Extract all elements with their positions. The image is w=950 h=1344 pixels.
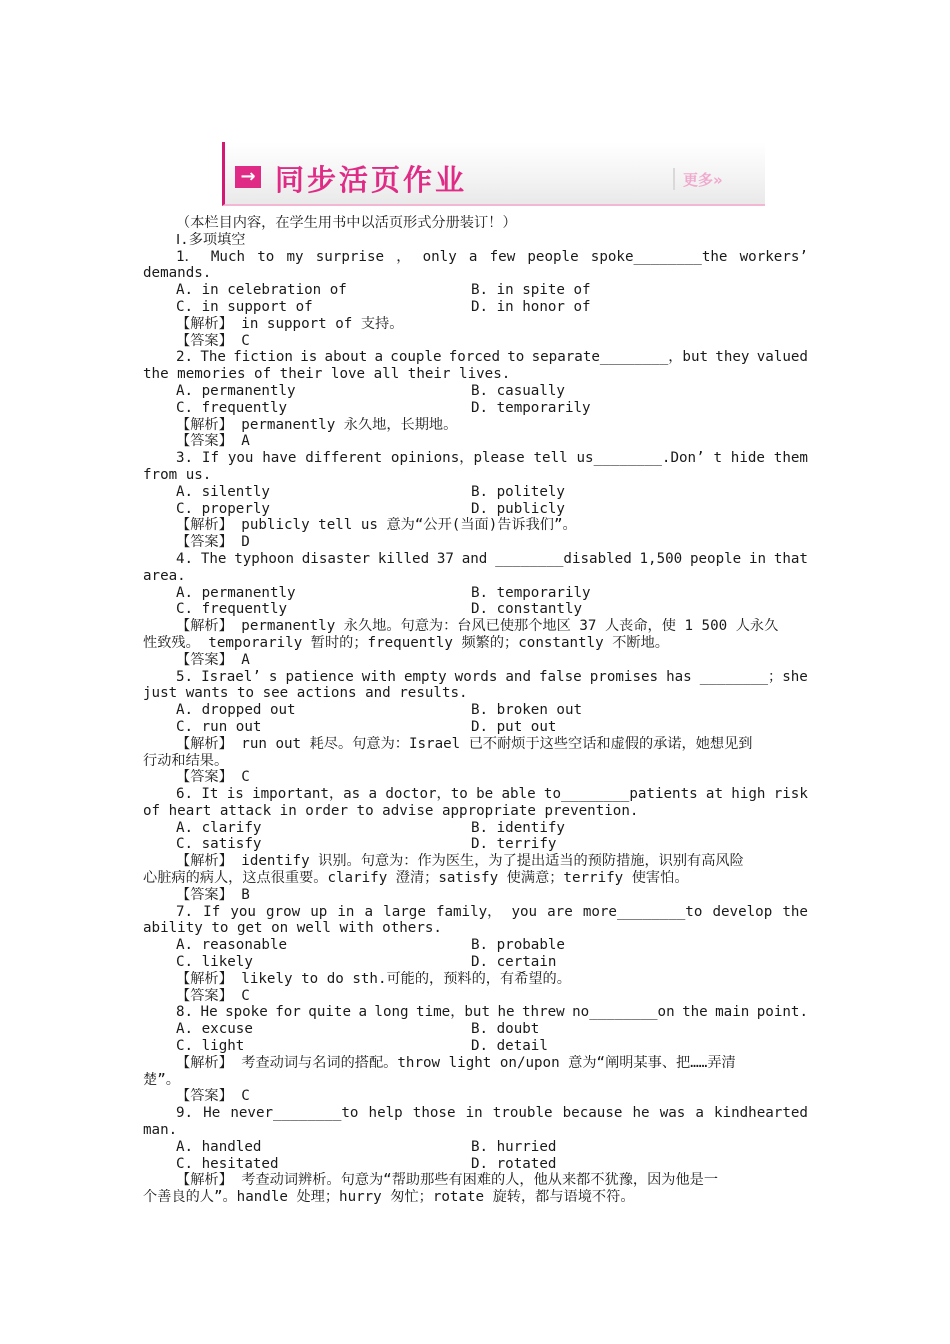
stem-word: forced xyxy=(448,349,501,366)
question-stem xyxy=(143,669,808,686)
option-b: B. in spite of xyxy=(471,282,591,299)
answer: 【答案】 A xyxy=(176,433,250,450)
analysis-cont: 个善良的人”。handle 处理；hurry 匆忙；rotate 旋转，都与语境不符。 xyxy=(143,1189,635,1206)
stem-word: a xyxy=(695,1105,704,1122)
stem-word: up xyxy=(310,903,328,920)
stem-word: a xyxy=(358,1004,367,1021)
options-row xyxy=(143,937,808,954)
stem-word: because xyxy=(562,1105,623,1122)
stem-word: 37 xyxy=(436,550,454,567)
option-c: C. satisfy xyxy=(176,836,262,853)
question-stem-cont: ability to get on well with others. xyxy=(143,920,442,937)
double-chevron-right-icon: » xyxy=(713,171,723,189)
stem-word: people xyxy=(689,550,742,567)
stem-word: ________disabled xyxy=(495,550,632,567)
stem-word: to________patients xyxy=(543,786,698,803)
stem-word: my xyxy=(286,248,304,265)
stem-word: disaster xyxy=(301,550,371,567)
stem-word: in xyxy=(465,1105,483,1122)
stem-word: It xyxy=(201,786,219,803)
stem-word: you xyxy=(230,903,256,920)
question-stem-cont: from us. xyxy=(143,466,212,483)
option-c: C. frequently xyxy=(176,601,288,618)
stem-word: The xyxy=(200,349,226,366)
stem-word: spoke________the xyxy=(590,248,728,265)
stem-word: us________.Don’ xyxy=(576,450,705,467)
option-d: D. detail xyxy=(471,1038,548,1055)
option-d: D. in honor of xyxy=(471,298,591,315)
stem-word: no________on xyxy=(572,1004,675,1021)
stem-word: 3. xyxy=(176,450,194,467)
stem-word: never________to xyxy=(230,1105,359,1122)
banner-title: 同步活页作业 xyxy=(275,163,468,197)
analysis-cont: 心脏病的病人，这点很重要。clarify 澄清；satisfy 使满意；terrify 使害怕。 xyxy=(143,870,689,887)
stem-word: surprise xyxy=(315,248,385,265)
option-a: A. in celebration of xyxy=(176,282,347,299)
option-a: A. excuse xyxy=(176,1021,253,1038)
option-c: C. frequently xyxy=(176,399,288,416)
question-stem xyxy=(143,450,808,467)
stem-word: different xyxy=(305,450,383,467)
intro-note: （本栏目内容，在学生用书中以活页形式分册装订！） xyxy=(176,215,517,231)
question-stem-cont: just wants to see actions and results. xyxy=(143,685,468,702)
stem-word: is xyxy=(226,786,244,803)
stem-word: risk xyxy=(773,786,808,803)
stem-word: in xyxy=(748,550,767,567)
stem-word: high xyxy=(731,786,766,803)
option-c: C. in support of xyxy=(176,298,313,315)
option-c: C. light xyxy=(176,1038,245,1055)
options-row xyxy=(143,501,808,518)
option-d: D. constantly xyxy=(471,601,583,618)
stem-word: He xyxy=(203,1105,221,1122)
question-stem xyxy=(143,1105,808,1122)
section-banner xyxy=(222,142,765,206)
stem-word: large xyxy=(383,903,426,920)
option-d: D. temporarily xyxy=(471,399,591,416)
question-stem xyxy=(143,786,808,803)
question-stem-cont: man. xyxy=(143,1122,178,1139)
analysis: 【解析】 publicly tell us 意为“公开(当面)告诉我们”。 xyxy=(176,517,577,534)
options-row xyxy=(143,585,808,602)
stem-word: 5. xyxy=(176,668,194,685)
stem-word: He xyxy=(200,1004,218,1021)
stem-word: a xyxy=(364,903,374,920)
options-row xyxy=(143,299,808,316)
answer: 【答案】 C xyxy=(176,332,250,349)
stem-word: have xyxy=(262,450,297,467)
answer: 【答案】 C xyxy=(176,987,250,1004)
answer: 【答案】 B xyxy=(176,886,250,903)
stem-word: time，but xyxy=(416,1004,491,1021)
stem-word: only xyxy=(422,248,457,265)
stem-word: develop xyxy=(712,903,773,920)
options-row xyxy=(143,484,808,501)
stem-word: he xyxy=(632,1105,650,1122)
stem-word: 2. xyxy=(176,349,194,366)
analysis: 【解析】 identify 识别。句意为：作为医生，为了提出适当的预防措施，识别有高风险 xyxy=(176,853,744,870)
question-stem-cont: of heart attack in order to advise appropriate prevention. xyxy=(143,802,639,819)
stem-word: with xyxy=(361,668,396,685)
stem-word: important，as xyxy=(252,786,361,803)
answer: 【答案】 C xyxy=(176,769,250,786)
option-b: B. probable xyxy=(471,937,565,954)
option-c: C. likely xyxy=(176,954,253,971)
stem-word: hide xyxy=(730,450,765,467)
option-b: B. identify xyxy=(471,819,565,836)
stem-word: Much xyxy=(210,248,246,265)
stem-word: s xyxy=(268,668,278,685)
analysis: 【解析】 likely to do sth.可能的，预料的，有希望的。 xyxy=(176,970,571,987)
stem-word: threw xyxy=(521,1004,565,1021)
stem-word: trouble xyxy=(492,1105,553,1122)
stem-word: workers’ xyxy=(739,248,808,265)
question-stem xyxy=(143,1004,808,1021)
options-row xyxy=(143,836,808,853)
stem-word: empty xyxy=(403,668,447,685)
option-a: A. clarify xyxy=(176,819,262,836)
stem-word: to xyxy=(507,349,525,366)
stem-word: be xyxy=(476,786,494,803)
banner-divider xyxy=(673,168,675,190)
question-stem-cont: area. xyxy=(143,567,186,584)
stem-word: ________；she xyxy=(699,668,808,685)
stem-word: a xyxy=(374,349,384,366)
option-b: B. temporarily xyxy=(471,584,591,601)
stem-word: you xyxy=(511,903,538,920)
stem-word: typhoon xyxy=(234,550,295,567)
option-d: D. certain xyxy=(471,954,557,971)
stem-word: people xyxy=(527,248,579,265)
options-row xyxy=(143,1156,808,1173)
options-row xyxy=(143,820,808,837)
analysis: 【解析】 run out 耗尽。句意为：Israel 已不耐烦于这些空话和虚假的承诺，她想见到 xyxy=(176,735,753,752)
stem-word: 7. xyxy=(176,903,194,920)
stem-word: ， xyxy=(396,248,411,265)
stem-word: 9. xyxy=(176,1105,194,1122)
stem-word: and xyxy=(461,550,488,567)
option-a: A. handled xyxy=(176,1138,262,1155)
option-b: B. hurried xyxy=(471,1138,557,1155)
option-a: A. silently xyxy=(176,483,270,500)
stem-word: that xyxy=(773,550,808,567)
question-stem xyxy=(143,249,808,266)
stem-word: 8. xyxy=(176,1004,194,1021)
stem-word: t xyxy=(713,450,722,467)
analysis: 【解析】 in support of 支持。 xyxy=(176,315,404,332)
stem-word: family， xyxy=(435,903,502,920)
stem-word: point. xyxy=(756,1004,808,1021)
stem-word: spoke xyxy=(225,1004,268,1021)
stem-word: words xyxy=(454,668,498,685)
stem-word: 6. xyxy=(176,786,194,803)
stem-word: is xyxy=(300,349,318,366)
answer: 【答案】 D xyxy=(176,534,250,551)
stem-word: in xyxy=(337,903,355,920)
stem-word: those xyxy=(412,1105,456,1122)
option-b: B. politely xyxy=(471,483,565,500)
section-heading: Ⅰ.多项填空 xyxy=(176,231,246,248)
stem-word: false xyxy=(539,668,582,685)
option-b: B. doubt xyxy=(471,1021,540,1038)
stem-word: they xyxy=(715,349,750,366)
option-d: D. terrify xyxy=(471,836,557,853)
stem-word: couple xyxy=(390,349,442,366)
stem-word: for xyxy=(275,1004,301,1021)
stem-word: about xyxy=(324,349,368,366)
stem-word: long xyxy=(374,1004,409,1021)
stem-word: help xyxy=(368,1105,403,1122)
stem-word: If xyxy=(203,903,221,920)
exercise-content xyxy=(143,215,808,1206)
options-row xyxy=(143,383,808,400)
stem-word: the xyxy=(782,903,808,920)
option-b: B. casually xyxy=(471,382,565,399)
stem-word: quite xyxy=(308,1004,351,1021)
question-stem-cont: demands. xyxy=(143,265,212,282)
stem-word: grow xyxy=(266,903,301,920)
stem-word: to xyxy=(257,248,275,265)
stem-word: more________to xyxy=(582,903,703,920)
options-row xyxy=(143,1038,808,1055)
more-label: 更多 xyxy=(683,171,714,189)
options-row xyxy=(143,282,808,299)
option-c: C. properly xyxy=(176,500,270,517)
stem-word: separate________，but xyxy=(531,349,709,366)
analysis: 【解析】 考查动词与名词的搭配。throw light on/upon 意为“阐明某事、把……弄清 xyxy=(176,1054,736,1071)
stem-word: able xyxy=(501,786,536,803)
stem-word: The xyxy=(200,550,227,567)
option-a: A. permanently xyxy=(176,382,296,399)
options-row xyxy=(143,400,808,417)
stem-word: few xyxy=(489,248,516,265)
question-stem xyxy=(143,349,808,366)
stem-word: doctor，to xyxy=(385,786,468,803)
stem-word: he xyxy=(497,1004,515,1021)
options-row xyxy=(143,719,808,736)
options-row xyxy=(143,1021,808,1038)
stem-word: tell xyxy=(533,450,568,467)
option-d: D. publicly xyxy=(471,500,565,517)
option-a: A. permanently xyxy=(176,584,296,601)
analysis-cont: 性致残。 temporarily 暂时的；frequently 频繁的；constantly 不断地。 xyxy=(143,634,669,651)
stem-word: the xyxy=(682,1004,708,1021)
stem-word: main xyxy=(715,1004,750,1021)
stem-word: has xyxy=(666,668,692,685)
option-a: A. reasonable xyxy=(176,937,288,954)
option-c: C. hesitated xyxy=(176,1155,279,1172)
options-row xyxy=(143,1139,808,1156)
stem-word: are xyxy=(547,903,573,920)
more-link[interactable] xyxy=(683,169,723,190)
stem-word: 1． xyxy=(176,248,199,265)
stem-word: Israel’ xyxy=(201,668,261,685)
stem-word: them xyxy=(773,450,808,467)
stem-word: 1,500 xyxy=(639,550,683,567)
analysis-cont: 楚”。 xyxy=(143,1071,180,1088)
analysis: 【解析】 考查动词辨析。句意为“帮助那些有困难的人，他从来都不犹豫，因为他是一 xyxy=(176,1172,719,1189)
stem-word: If xyxy=(201,450,219,467)
stem-word: a xyxy=(468,248,478,265)
stem-word: fiction xyxy=(233,349,293,366)
stem-word: promises xyxy=(589,668,659,685)
stem-word: patience xyxy=(285,668,354,685)
stem-word: and xyxy=(505,668,532,685)
stem-word: killed xyxy=(377,550,430,567)
analysis-cont: 行动和结果。 xyxy=(143,752,229,769)
stem-word: was xyxy=(659,1105,686,1122)
question-stem-cont: the memories of their love all their lives. xyxy=(143,366,511,383)
stem-word: valued xyxy=(756,349,808,366)
stem-word: kindhearted xyxy=(714,1105,808,1122)
question-stem xyxy=(143,551,808,568)
options-row xyxy=(143,954,808,971)
option-a: A. dropped out xyxy=(176,702,296,719)
option-b: B. broken out xyxy=(471,702,583,719)
options-row xyxy=(143,702,808,719)
answer: 【答案】 A xyxy=(176,651,250,668)
options-row xyxy=(143,601,808,618)
arrow-right-icon: → xyxy=(235,166,261,188)
option-d: D. put out xyxy=(471,718,557,735)
stem-word: a xyxy=(368,786,378,803)
stem-word: opinions，please xyxy=(390,450,525,467)
option-c: C. run out xyxy=(176,718,262,735)
stem-word: you xyxy=(227,450,254,467)
stem-word: at xyxy=(705,786,724,803)
question-stem xyxy=(143,904,808,921)
analysis: 【解析】 permanently 永久地，长期地。 xyxy=(176,416,458,433)
stem-word: 4. xyxy=(176,550,194,567)
analysis: 【解析】 permanently 永久地。句意为：台风已使那个地区 37 人丧命，使 1 500 人永久 xyxy=(176,618,779,635)
option-d: D. rotated xyxy=(471,1155,557,1172)
answer: 【答案】 C xyxy=(176,1088,250,1105)
